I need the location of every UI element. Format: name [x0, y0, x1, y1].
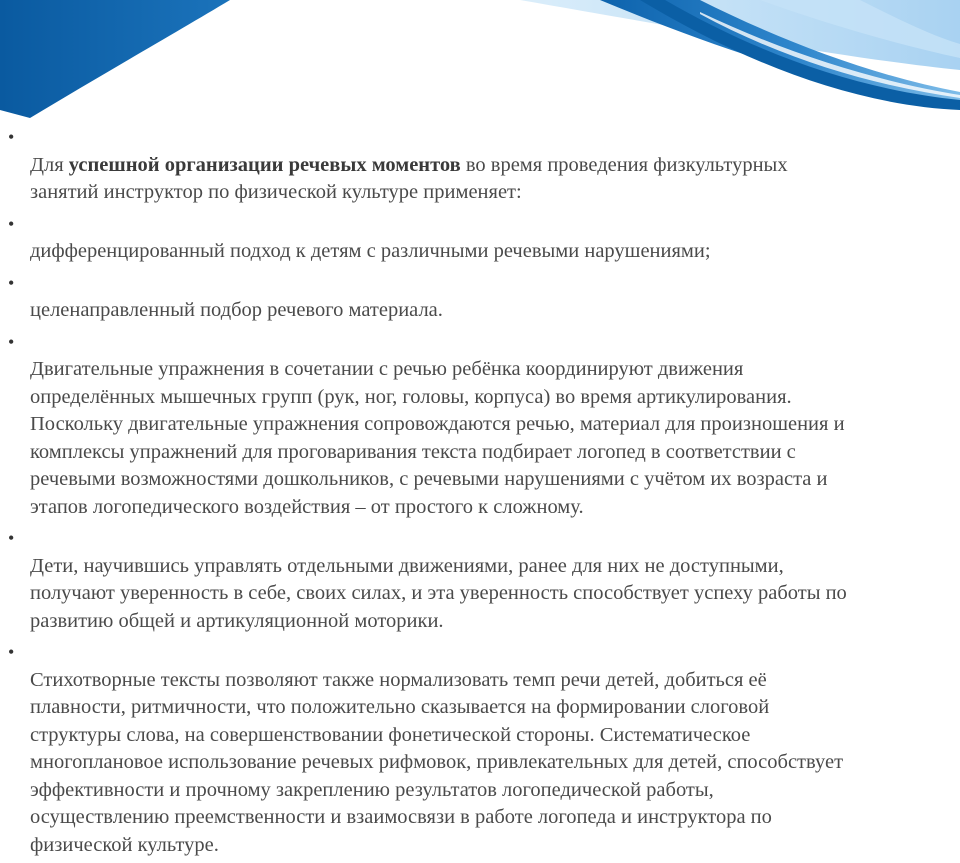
bullet-dot-icon: • [8, 272, 15, 293]
header-swoosh-banner [0, 0, 960, 120]
list-item-text-bold: успешной организации речевых моментов [68, 153, 461, 176]
list-item-text-post: во время проведения физкультурных занятий инструктор по физической культуре применяет: [30, 153, 788, 203]
list-item [8, 525, 960, 635]
list-item-text: дифференцированный подход к детям с различными речевыми нарушениями; [30, 240, 711, 262]
bullet-list [8, 124, 960, 859]
bullet-dot-icon: • [8, 331, 15, 352]
list-item-text: целенаправленный подбор речевого материала. [30, 299, 443, 321]
list-item-text: Стихотворные тексты позволяют также нормализовать темп речи детей, добиться её плавности, ритмичности, что положительно сказывается на формировании слоговой структуры слова, на совершенствовании фонетической стороны. Систематическое многоплановое использование речевых рифмовок, привлекательных для детей, способствует эффективности и прочному закреплению результатов логопедической работы, осуществлению преемственности и взаимосвязи в работе логопеда и инструктора по физической культуре. [30, 668, 844, 856]
list-item-text: Двигательные упражнения в сочетании с речью ребёнка координируют движения определённых мышечных групп (рук, ног, головы, корпуса) во время артикулирования. Поскольку двигательные упражнения сопровождаются речью, материал для произношения и комплексы упражнений для проговаривания текста подбирает логопед в соответствии с речевыми возможностями дошкольников, с речевыми нарушениями с учётом их возраста и этапов логопедического воздействия – от простого к сложному. [30, 358, 845, 518]
left-blue-wedge [0, 0, 230, 118]
list-item-text-pre: Для [30, 153, 69, 176]
list-item [8, 329, 960, 522]
list-item [8, 211, 960, 266]
list-item [8, 270, 960, 325]
list-item-text: Дети, научившись управлять отдельными движениями, ранее для них не доступными, получают уверенность в себе, своих силах, и эта уверенность способствует успеху работы по развитию общей и артикуляционной моторики. [30, 554, 847, 632]
slide-content [8, 124, 960, 863]
bullet-dot-icon: • [8, 642, 15, 662]
bullet-dot-icon: • [8, 127, 15, 147]
list-item [8, 639, 960, 859]
bullet-dot-icon: • [8, 213, 15, 234]
bullet-dot-icon: • [8, 528, 15, 548]
list-item [8, 124, 960, 207]
